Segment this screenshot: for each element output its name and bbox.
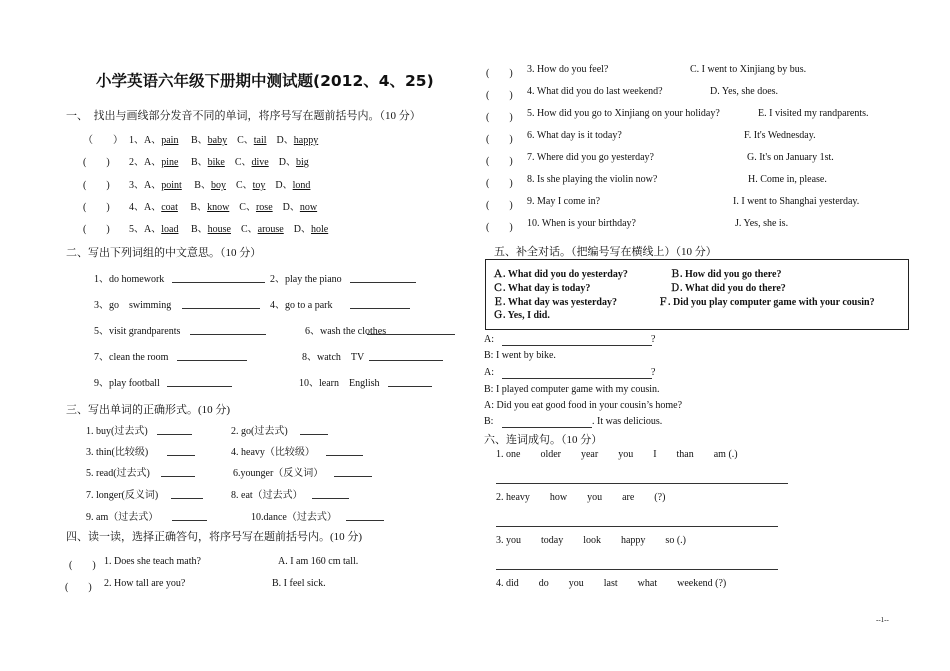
s3-answer-line[interactable] [172, 520, 207, 521]
s2-answer-line[interactable] [172, 282, 265, 283]
s2-answer-line[interactable] [350, 308, 410, 309]
s3-answer-line[interactable] [312, 498, 349, 499]
dialog-line-4: B: I played computer game with my cousin. [484, 384, 660, 395]
s1-prefix-c: C、 [239, 202, 256, 213]
s3-answer-line[interactable] [157, 434, 192, 435]
option-e: Ｅ. What day was yesterday? [493, 297, 617, 308]
s4-question: 10. When is your birthday? [527, 218, 636, 229]
s2-item: 8、watch TV [302, 352, 365, 363]
s3-answer-line[interactable] [326, 455, 363, 456]
s1-prefix-b: B、 [190, 224, 208, 235]
s1-option-c: rose [255, 202, 273, 213]
section-3-heading: 三、写出单词的正确形式。(10 分) [66, 404, 231, 416]
s4-answer-paren[interactable]: ( ) [486, 134, 513, 145]
s1-answer-paren[interactable]: （ ） [83, 135, 123, 146]
s4-answer-option: C. I went to Xinjiang by bus. [690, 64, 807, 75]
s1-option-c: dive [251, 157, 269, 168]
s4-answer-paren[interactable]: ( ) [69, 560, 96, 571]
s3-answer-line[interactable] [161, 476, 195, 477]
s1-option-d: lond [292, 180, 311, 191]
s1-num: 2、A、 [129, 157, 162, 168]
s1-answer-paren[interactable]: ( ) [83, 202, 110, 213]
s1-option-b: boy [210, 180, 226, 191]
s2-item: 5、visit grandparents [94, 326, 181, 337]
s4-answer-option: F. It's Wednesday. [744, 130, 816, 141]
s3-answer-line[interactable] [167, 455, 195, 456]
s4-answer-option: E. I visited my randparents. [758, 108, 869, 119]
s1-option-b: house [207, 224, 231, 235]
s3-item: 2. go(过去式) [231, 426, 288, 437]
s1-option-b: know [207, 202, 230, 213]
s3-item: 1. buy(过去式) [86, 426, 148, 437]
s4-question: 4. What did you do last weekend? [527, 86, 663, 97]
dialog-blank-3[interactable] [502, 427, 592, 428]
s4-question: 1. Does she teach math? [104, 556, 201, 567]
s4-answer-option: D. Yes, she does. [710, 86, 779, 97]
s2-answer-line[interactable] [182, 308, 260, 309]
s1-option-c: arouse [257, 224, 284, 235]
s1-prefix-d: D、 [275, 180, 293, 191]
s1-num: 5、A、 [129, 224, 162, 235]
s3-item: 5. read(过去式) [86, 468, 150, 479]
s4-answer-option: H. Come in, please. [748, 174, 827, 185]
s4-answer-option: I. I went to Shanghai yesterday. [733, 196, 860, 207]
s1-prefix-c: C、 [235, 180, 253, 191]
s3-item: 10.dance（过去式） [251, 512, 337, 523]
s2-answer-line[interactable] [369, 360, 443, 361]
dialog-line-2: B: I went by bike. [484, 350, 556, 361]
s1-num: 4、A、 [129, 202, 162, 213]
s6-item-3: 3. you today look happy so (.) [496, 535, 686, 546]
s1-option-c: toy [252, 180, 266, 191]
s2-item: 1、do homework [94, 274, 165, 285]
s1-option-b: bike [207, 157, 225, 168]
s3-item: 8. eat（过去式） [231, 490, 303, 501]
s3-item: 6.younger（反义词） [233, 468, 324, 479]
s4-answer-option: G. It's on January 1st. [747, 152, 834, 163]
s1-num: 1、A、 [129, 135, 162, 146]
s1-option-a: point [161, 180, 182, 191]
s3-item: 3. thin(比较级) [86, 447, 149, 458]
s2-item: 7、clean the room [94, 352, 169, 363]
s1-option-d: hole [310, 224, 329, 235]
section-1-heading: 一、 找出与画线部分发音不同的单词，将序号写在题前括号内。（10 分） [66, 110, 421, 122]
dialog-line-1-speaker: A: [484, 334, 494, 345]
s3-answer-line[interactable] [334, 476, 372, 477]
s1-option-d: now [299, 202, 318, 213]
s4-answer-paren[interactable]: ( ) [486, 200, 513, 211]
s1-answer-paren[interactable]: ( ) [83, 224, 110, 235]
s1-option-d: big [295, 157, 309, 168]
s1-prefix-b: B、 [190, 202, 208, 213]
s3-item: 9. am（过去式） [86, 512, 159, 523]
s4-answer-paren[interactable]: ( ) [486, 156, 513, 167]
s2-answer-line[interactable] [177, 360, 247, 361]
s1-choice-row [129, 220, 328, 235]
s4-answer-paren[interactable]: ( ) [486, 112, 513, 123]
dialog-blank-1[interactable] [502, 345, 652, 346]
s2-item: 6、wash the clothes [305, 326, 387, 337]
s2-answer-line[interactable] [350, 282, 416, 283]
s1-prefix-d: D、 [293, 224, 311, 235]
s3-answer-line[interactable] [171, 498, 203, 499]
section-4-heading: 四、读一读，选择正确答句，将序号写在题前括号内。(10 分) [66, 531, 363, 543]
dialog-line-6-end: . It was delicious. [592, 416, 663, 427]
s1-choice-row [129, 131, 318, 146]
s4-answer-paren[interactable]: ( ) [486, 68, 513, 79]
s2-answer-line[interactable] [190, 334, 266, 335]
s1-answer-paren[interactable]: ( ) [83, 157, 110, 168]
s6-item-2: 2. heavy how you are (?) [496, 492, 666, 503]
s4-question: 5. How did you go to Xinjiang on your holiday? [527, 108, 720, 119]
section-2-heading: 二、写出下列词组的中文意思。（10 分） [66, 247, 262, 259]
s6-item-1: 1. one older year you I than am (.) [496, 449, 738, 460]
s2-answer-line[interactable] [167, 386, 232, 387]
s2-answer-line[interactable] [367, 334, 455, 335]
s6-answer-line-2[interactable] [496, 526, 778, 527]
s1-prefix-b: B、 [190, 135, 208, 146]
s4-answer-paren[interactable]: ( ) [65, 582, 92, 593]
s1-option-b: baby [207, 135, 228, 146]
s4-answer-option: J. Yes, she is. [735, 218, 789, 229]
s1-option-c: tail [253, 135, 267, 146]
s1-option-a: load [161, 224, 179, 235]
s4-question: 6. What day is it today? [527, 130, 622, 141]
s4-question: 3. How do you feel? [527, 64, 609, 75]
s3-answer-line[interactable] [300, 434, 328, 435]
s1-prefix-c: C、 [234, 157, 252, 168]
s6-item-4: 4. did do you last what weekend (?) [496, 578, 727, 589]
s6-answer-line-3[interactable] [496, 569, 778, 570]
page-title: 小学英语六年级下册期中测试题(2012、4、25) [96, 72, 434, 90]
section-6-heading: 六、连词成句。（10 分） [484, 434, 603, 446]
option-d: Ｄ. What did you do there? [670, 283, 786, 294]
s1-prefix-d: D、 [282, 202, 300, 213]
s1-prefix-c: C、 [237, 135, 254, 146]
s1-choice-row [129, 153, 309, 168]
s4-answer-option: B. I feel sick. [272, 578, 326, 589]
s4-question: 9. May I come in? [527, 196, 601, 207]
s4-question: 2. How tall are you? [104, 578, 186, 589]
s1-prefix-d: D、 [278, 157, 296, 168]
s6-answer-line-1[interactable] [496, 483, 788, 484]
s1-num: 3、A、 [129, 180, 162, 191]
s4-question: 8. Is she playing the violin now? [527, 174, 658, 185]
dialog-blank-2[interactable] [502, 378, 652, 379]
dialog-line-3-end: ? [651, 367, 656, 378]
s1-choice-row [129, 198, 317, 213]
s4-answer-paren[interactable]: ( ) [486, 178, 513, 189]
s3-item: 7. longer(反义词) [86, 490, 159, 501]
s4-answer-paren[interactable]: ( ) [486, 222, 513, 233]
s2-item: 10、learn English [299, 378, 380, 389]
s2-answer-line[interactable] [388, 386, 432, 387]
s1-prefix-d: D、 [276, 135, 294, 146]
s1-prefix-c: C、 [240, 224, 258, 235]
s2-item: 4、go to a park [270, 300, 333, 311]
s4-question: 7. Where did you go yesterday? [527, 152, 654, 163]
s2-item: 9、play football [94, 378, 160, 389]
dialog-line-3-speaker: A: [484, 367, 494, 378]
s4-answer-paren[interactable]: ( ) [486, 90, 513, 101]
s1-answer-paren[interactable]: ( ) [83, 180, 110, 191]
s1-prefix-b: B、 [190, 157, 208, 168]
s2-item: 2、play the piano [270, 274, 342, 285]
option-c: Ｃ. What day is today? [493, 283, 591, 294]
s1-choice-row [129, 176, 310, 191]
option-f: Ｆ. Did you play computer game with your cousin? [658, 297, 875, 308]
s1-option-a: pain [161, 135, 179, 146]
s1-option-d: happy [293, 135, 319, 146]
section-5-heading: 五、补全对话。（把编号写在横线上）（10 分） [494, 246, 717, 258]
dialog-line-1-end: ? [651, 334, 656, 345]
page-number: --1-- [876, 616, 889, 624]
s3-answer-line[interactable] [346, 520, 384, 521]
s2-item: 3、go swimming [94, 300, 172, 311]
s1-prefix-b: B、 [194, 180, 211, 191]
dialog-line-5: A: Did you eat good food in your cousin’s home? [484, 400, 683, 411]
s3-item: 4. heavy（比较级） [231, 447, 315, 458]
s4-answer-option: A. I am 160 cm tall. [278, 556, 359, 567]
dialog-line-6-speaker: B: [484, 416, 494, 427]
option-b: Ｂ. How did you go there? [670, 269, 782, 280]
option-g: Ｇ. Yes, I did. [493, 310, 550, 321]
s1-option-a: pine [161, 157, 179, 168]
s1-option-a: coat [161, 202, 178, 213]
option-a: Ａ. What did you do yesterday? [493, 269, 628, 280]
